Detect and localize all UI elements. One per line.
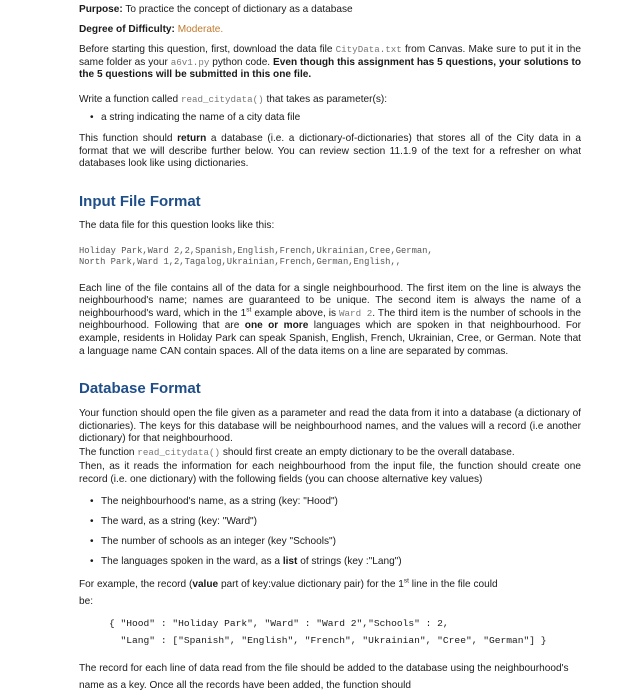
python-file-name: a6v1.py (170, 56, 210, 68)
field-item-hood: • The neighbourhood's name, as a string (key: "Hood") (79, 492, 581, 512)
sample-line-2: North Park,Ward 1,2,Tagalog,Ukrainian,French,German,English,, (79, 256, 402, 267)
intro-text-2: from Canvas. Make sure to put it in the same folder as your (79, 44, 581, 68)
database-format-heading: Database Format (79, 380, 201, 398)
sample-data-block (79, 246, 581, 268)
parameter-item: • a string indicating the name of a city data file (79, 112, 581, 125)
sample-line-1: Holiday Park,Ward 2,2,Spanish,English,French,Ukrainian,Cree,German, (79, 245, 433, 256)
intro-paragraph (79, 44, 581, 82)
db-para2-text-2: should first create an empty dictionary to be the overall database. (220, 446, 515, 458)
record-line-2: "Lang" : ["Spanish", "English", "French", "Ukrainian", "Cree", "German"] } (109, 634, 547, 646)
intro-text-1: Before starting this question, first, download the data file (79, 44, 336, 56)
example-bold: value (192, 578, 219, 590)
each-line-text-4: languages which are spoken in that neighbourhood. For example, residents in Holiday Park can speak Spanish, English, French, Ukrainian, Cree, or German. Note that a language name CAN contain spaces. All of the data items on a line are separated by commas. (79, 320, 581, 357)
example-text-2: part of key:value dictionary pair) for the 1 (218, 578, 404, 590)
purpose-text: To practice the concept of dictionary as a database (122, 4, 353, 15)
intro-bold-text: Even though this assignment has 5 questions, your solutions to the 5 questions will be submitted in this one file. (79, 56, 581, 81)
example-text-3: line in the file could (408, 578, 498, 590)
input-file-format-heading: Input File Format (79, 192, 201, 210)
difficulty-label: Degree of Difficulty: (79, 23, 175, 35)
db-para2-text-1: The function (79, 446, 138, 458)
parameter-list (79, 112, 581, 125)
purpose-line (79, 4, 581, 17)
field-lang-bold: list (282, 555, 298, 567)
record-line-1: { "Hood" : "Holiday Park", "Ward" : "Ward 2","Schools" : 2, (109, 617, 449, 629)
field-lang-text-1: The languages spoken in the ward, as a (101, 555, 283, 567)
field-item-ward: • The ward, as a string (key: "Ward") (79, 512, 581, 532)
record-example-block (109, 615, 581, 649)
database-paragraph-1: Your function should open the file given as a parameter and read the data from it into a database (a dictionary of dictionaries). The keys for this database will be neighbourhood names, and the values will a record (i.e another dictionary) for that neighbourhood. (79, 408, 581, 445)
each-line-text-3: . The third item is the number of schools in the neighbourhood. Following that are (79, 307, 581, 332)
example-text-1: For example, the record ( (79, 578, 193, 590)
returns-bold: return (177, 133, 207, 145)
difficulty-line (79, 24, 581, 37)
each-line-paragraph (79, 283, 581, 359)
input-intro: The data file for this question looks like this: (79, 219, 275, 231)
data-file-name: CityData.txt (335, 44, 402, 56)
example-paragraph (79, 576, 581, 610)
write-func-text-2: that takes as parameter(s): (263, 93, 388, 105)
field-item-lang (79, 552, 581, 572)
each-line-text-2: example above, is (251, 307, 340, 319)
purpose-label: Purpose: (79, 4, 123, 15)
intro-text-3: python code. (209, 56, 273, 68)
field-item-schools: • The number of schools as an integer (key "Schools") (79, 532, 581, 552)
each-line-text-1: Each line of the file contains all of the data for a single neighbourhood. The first item on the line is always the neighbourhood's name; names are guaranteed to be unique. The second item is always the name of a neighbourhood's ward, which in the 1 (79, 282, 581, 319)
difficulty-value: Moderate. (177, 23, 224, 35)
superscript: st (246, 306, 252, 314)
database-paragraph-2 (79, 447, 581, 460)
returns-text-1: This function should (79, 133, 178, 145)
write-function-line (79, 94, 581, 107)
write-func-text-1: Write a function called (79, 93, 181, 105)
closing-paragraph: The record for each line of data read from the file should be added to the database using the neighbourhood's name as a key. Once all the records have been added, the function should (79, 662, 569, 691)
database-paragraph-3: Then, as it reads the information for each neighbourhood from the input file, the function should create one record (i.e. one dictionary) with the following fields (you can choose alternative key values) (79, 461, 581, 486)
returns-text-2: a database (i.e. a dictionary-of-dictionaries) that stores all of the City data in a format that we will describe further below. You can review section 11.1.9 of the text for a refresher on what databases look like using dictionaries. (79, 133, 581, 170)
field-lang-text-2: of strings (key :"Lang") (297, 555, 402, 567)
function-name-2: read_citydata() (137, 446, 221, 458)
each-line-bold: one or more (244, 320, 309, 332)
fields-list (79, 492, 581, 572)
ward-example: Ward 2 (339, 307, 373, 319)
document-body (79, 0, 581, 694)
function-name: read_citydata() (180, 93, 264, 105)
returns-paragraph (79, 133, 581, 171)
example-superscript: st (403, 577, 409, 585)
example-text-4: be: (79, 595, 94, 607)
